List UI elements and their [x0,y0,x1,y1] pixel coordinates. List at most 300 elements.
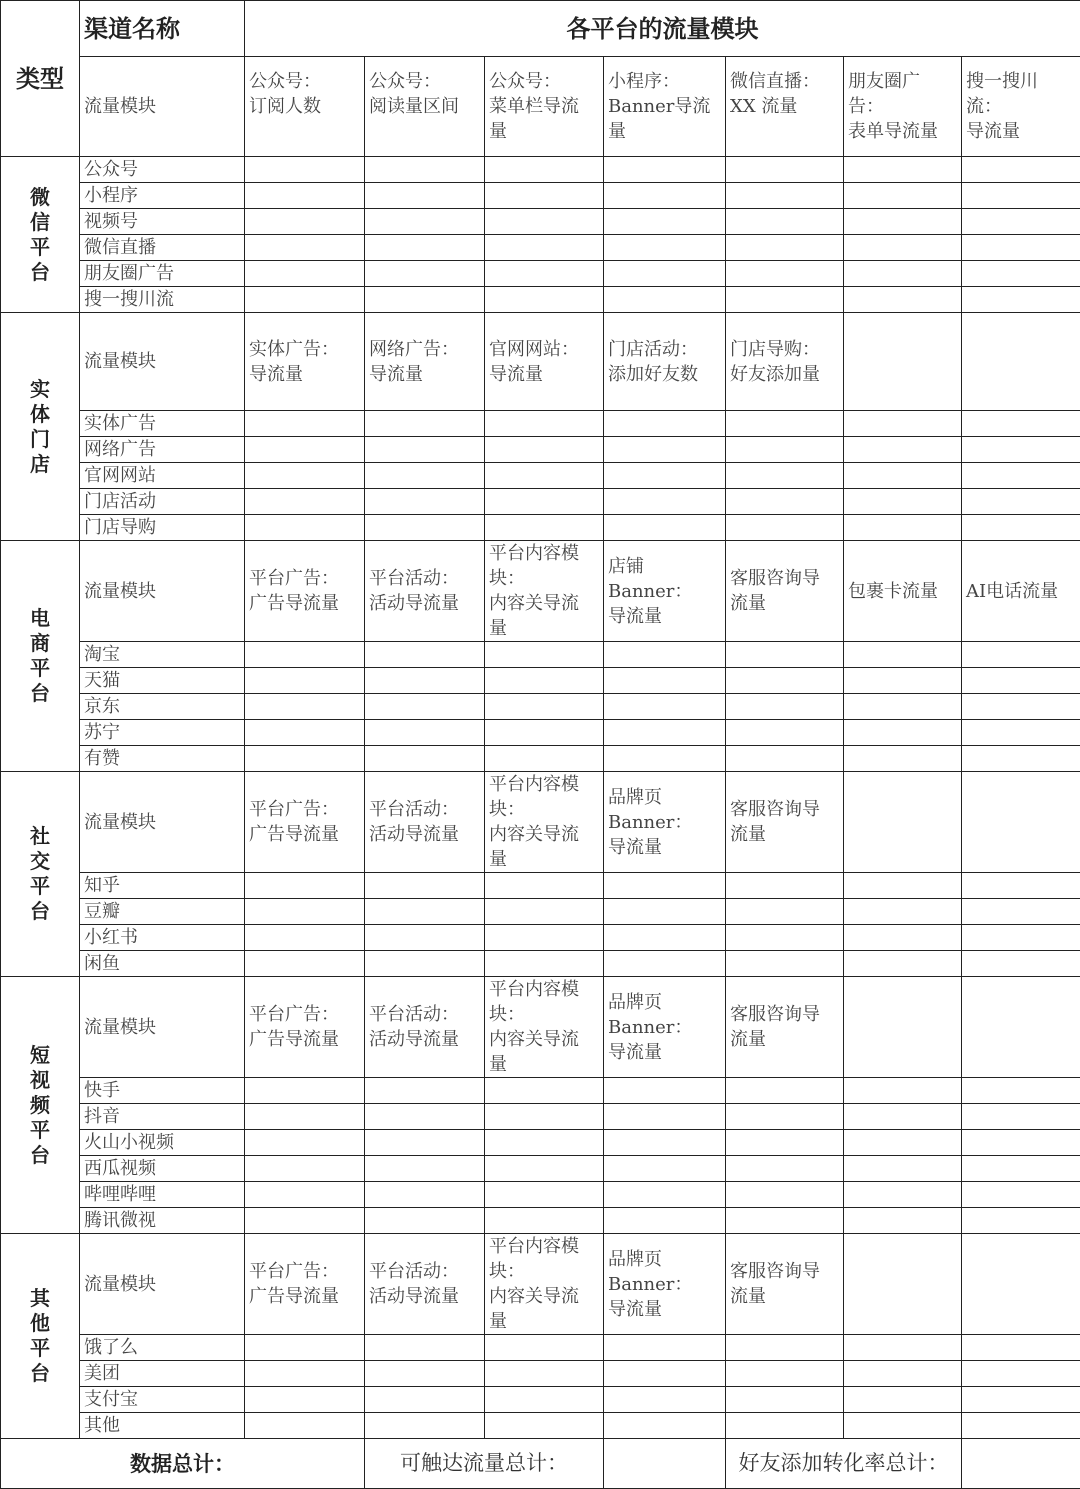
data-entry-cell[interactable] [962,1208,1080,1234]
data-entry-cell[interactable] [604,1078,726,1104]
data-entry-cell[interactable] [726,183,844,209]
data-entry-cell[interactable] [726,411,844,437]
data-total-label: 数据总计： [1,1439,365,1489]
channel-name-cell: 饿了么 [80,1335,245,1361]
channel-name-cell: 官网网站 [80,463,245,489]
data-entry-cell[interactable] [485,642,604,668]
channel-name-cell: 小程序 [80,183,245,209]
data-entry-cell[interactable] [726,899,844,925]
data-entry-cell[interactable] [245,746,365,772]
channel-name-cell: 支付宝 [80,1387,245,1413]
data-entry-cell[interactable] [485,668,604,694]
data-entry-cell[interactable] [485,411,604,437]
data-entry-cell[interactable] [726,1361,844,1387]
data-entry-cell[interactable] [844,489,962,515]
module-cell [844,977,962,1078]
data-entry-cell[interactable] [962,925,1080,951]
data-entry-cell[interactable] [962,209,1080,235]
section-type-cell: 实 体 门 店 [1,313,80,541]
data-entry-cell[interactable] [485,489,604,515]
data-entry-cell[interactable] [604,1208,726,1234]
data-entry-cell[interactable] [245,873,365,899]
data-entry-cell[interactable] [365,183,485,209]
module-cell [844,772,962,873]
type-header: 类型 [1,1,80,157]
data-entry-cell[interactable] [365,235,485,261]
data-entry-cell[interactable] [485,746,604,772]
data-entry-cell[interactable] [844,261,962,287]
data-entry-cell[interactable] [844,1182,962,1208]
module-cell [844,1234,962,1335]
data-entry-cell[interactable] [365,463,485,489]
channel-name-cell: 豆瓣 [80,899,245,925]
module-row-label: 流量模块 [80,57,245,157]
module-cell: 品牌页 Banner： 导流量 [604,772,726,873]
data-entry-cell[interactable] [485,209,604,235]
data-entry-cell[interactable] [604,642,726,668]
data-entry-cell[interactable] [245,183,365,209]
data-entry-cell[interactable] [245,261,365,287]
data-entry-cell[interactable] [365,694,485,720]
data-entry-cell[interactable] [962,1130,1080,1156]
section-type-cell: 电 商 平 台 [1,541,80,772]
data-entry-cell[interactable] [365,668,485,694]
data-entry-cell[interactable] [844,668,962,694]
section-type-cell: 微 信 平 台 [1,157,80,313]
data-entry-cell[interactable] [604,411,726,437]
module-cell: 平台内容模 块： 内容关导流 量 [485,541,604,642]
data-entry-cell[interactable] [844,1335,962,1361]
module-cell: 平台广告： 广告导流量 [245,977,365,1078]
data-entry-cell[interactable] [604,1413,726,1439]
module-header-cell: 公众号： 阅读量区间 [365,57,485,157]
data-entry-cell[interactable] [844,1413,962,1439]
data-entry-cell[interactable] [962,515,1080,541]
channel-name-cell: 视频号 [80,209,245,235]
channel-name-cell: 天猫 [80,668,245,694]
data-entry-cell[interactable] [604,1104,726,1130]
data-entry-cell[interactable] [726,515,844,541]
data-entry-cell[interactable] [726,157,844,183]
data-entry-cell[interactable] [245,1387,365,1413]
module-cell: 平台活动： 活动导流量 [365,977,485,1078]
data-entry-cell[interactable] [245,1413,365,1439]
channel-name-cell: 微信直播 [80,235,245,261]
module-cell: 客服咨询导 流量 [726,772,844,873]
data-entry-cell[interactable] [962,287,1080,313]
data-entry-cell[interactable] [962,1156,1080,1182]
data-entry-cell[interactable] [726,720,844,746]
data-entry-cell[interactable] [604,515,726,541]
data-entry-cell[interactable] [844,1156,962,1182]
data-entry-cell[interactable] [365,1182,485,1208]
data-entry-cell[interactable] [844,1208,962,1234]
data-entry-cell[interactable] [485,1335,604,1361]
channel-name-cell: 西瓜视频 [80,1156,245,1182]
module-cell: 客服咨询导 流量 [726,541,844,642]
data-entry-cell[interactable] [844,951,962,977]
reach-total-label: 可触达流量总计： [365,1439,604,1489]
section-type-cell: 其 他 平 台 [1,1234,80,1439]
data-entry-cell[interactable] [245,463,365,489]
data-entry-cell[interactable] [726,668,844,694]
data-entry-cell[interactable] [726,463,844,489]
data-entry-cell[interactable] [604,873,726,899]
data-entry-cell[interactable] [604,1335,726,1361]
data-entry-cell[interactable] [245,411,365,437]
data-entry-cell[interactable] [365,642,485,668]
data-entry-cell[interactable] [844,463,962,489]
data-entry-cell[interactable] [726,873,844,899]
data-entry-cell[interactable] [604,463,726,489]
data-entry-cell[interactable] [962,694,1080,720]
module-cell: 客服咨询导 流量 [726,977,844,1078]
channel-name-cell: 闲鱼 [80,951,245,977]
data-entry-cell[interactable] [844,515,962,541]
channel-name-cell: 朋友圈广告 [80,261,245,287]
data-entry-cell[interactable] [604,287,726,313]
data-entry-cell[interactable] [962,873,1080,899]
data-entry-cell[interactable] [245,1361,365,1387]
data-entry-cell[interactable] [844,720,962,746]
module-header-cell: 朋友圈广 告： 表单导流量 [844,57,962,157]
channel-name-cell: 有赞 [80,746,245,772]
channel-name-cell: 门店导购 [80,515,245,541]
data-entry-cell[interactable] [485,873,604,899]
data-entry-cell[interactable] [604,209,726,235]
data-entry-cell[interactable] [365,411,485,437]
module-cell: 客服咨询导 流量 [726,1234,844,1335]
data-entry-cell[interactable] [485,261,604,287]
data-entry-cell[interactable] [365,287,485,313]
data-entry-cell[interactable] [844,183,962,209]
module-cell: 平台内容模 块： 内容关导流 量 [485,772,604,873]
data-entry-cell[interactable] [245,1335,365,1361]
data-entry-cell[interactable] [844,235,962,261]
data-entry-cell[interactable] [962,463,1080,489]
module-cell [962,977,1080,1078]
module-header-cell: 小程序： Banner导流 量 [604,57,726,157]
data-entry-cell[interactable] [604,1361,726,1387]
data-entry-cell[interactable] [604,437,726,463]
data-entry-cell[interactable] [604,1387,726,1413]
data-entry-cell[interactable] [485,235,604,261]
data-entry-cell[interactable] [962,1104,1080,1130]
data-entry-cell[interactable] [365,925,485,951]
data-entry-cell[interactable] [726,1182,844,1208]
data-entry-cell[interactable] [604,951,726,977]
data-entry-cell[interactable] [245,720,365,746]
data-entry-cell[interactable] [726,1413,844,1439]
data-entry-cell[interactable] [245,642,365,668]
data-entry-cell[interactable] [844,925,962,951]
channel-name-cell: 火山小视频 [80,1130,245,1156]
data-entry-cell[interactable] [365,489,485,515]
data-entry-cell[interactable] [604,925,726,951]
data-entry-cell[interactable] [962,235,1080,261]
data-entry-cell[interactable] [844,437,962,463]
module-cell: 网络广告： 导流量 [365,313,485,411]
module-cell: 官网网站： 导流量 [485,313,604,411]
data-entry-cell[interactable] [962,951,1080,977]
data-entry-cell[interactable] [604,157,726,183]
data-entry-cell[interactable] [365,209,485,235]
data-entry-cell[interactable] [485,287,604,313]
reach-total-value[interactable] [604,1439,726,1489]
data-entry-cell[interactable] [365,1104,485,1130]
platform-modules-title: 各平台的流量模块 [245,1,1080,57]
data-entry-cell[interactable] [962,489,1080,515]
data-entry-cell[interactable] [726,437,844,463]
data-entry-cell[interactable] [365,720,485,746]
data-entry-cell[interactable] [962,720,1080,746]
friend-rate-total-label: 好友添加转化率总计： [726,1439,962,1489]
data-entry-cell[interactable] [962,1413,1080,1439]
data-entry-cell[interactable] [485,951,604,977]
data-entry-cell[interactable] [604,720,726,746]
channel-name-cell: 知乎 [80,873,245,899]
data-entry-cell[interactable] [726,1104,844,1130]
data-entry-cell[interactable] [962,411,1080,437]
data-entry-cell[interactable] [245,157,365,183]
module-row-label: 流量模块 [80,541,245,642]
module-cell: 平台活动： 活动导流量 [365,772,485,873]
data-entry-cell[interactable] [844,1130,962,1156]
module-cell: 店铺 Banner： 导流量 [604,541,726,642]
data-entry-cell[interactable] [245,668,365,694]
module-cell: 平台广告： 广告导流量 [245,541,365,642]
data-entry-cell[interactable] [726,209,844,235]
channel-name-cell: 搜一搜川流 [80,287,245,313]
module-cell: 品牌页 Banner： 导流量 [604,1234,726,1335]
friend-rate-total-value[interactable] [962,1439,1080,1489]
channel-name-cell: 淘宝 [80,642,245,668]
data-entry-cell[interactable] [844,746,962,772]
data-entry-cell[interactable] [844,1078,962,1104]
data-entry-cell[interactable] [485,694,604,720]
data-entry-cell[interactable] [962,1387,1080,1413]
module-cell: 实体广告： 导流量 [245,313,365,411]
data-entry-cell[interactable] [962,1361,1080,1387]
module-header-cell: 公众号： 菜单栏导流 量 [485,57,604,157]
data-entry-cell[interactable] [726,642,844,668]
channel-name-cell: 小红书 [80,925,245,951]
module-cell [962,1234,1080,1335]
module-cell: 平台活动： 活动导流量 [365,1234,485,1335]
data-entry-cell[interactable] [844,694,962,720]
data-entry-cell[interactable] [962,668,1080,694]
data-entry-cell[interactable] [962,157,1080,183]
data-entry-cell[interactable] [245,209,365,235]
data-entry-cell[interactable] [365,1387,485,1413]
data-entry-cell[interactable] [604,1156,726,1182]
data-entry-cell[interactable] [365,951,485,977]
data-entry-cell[interactable] [962,746,1080,772]
data-entry-cell[interactable] [604,261,726,287]
data-entry-cell[interactable] [485,1156,604,1182]
module-header-cell: 微信直播： XX 流量 [726,57,844,157]
channel-name-cell: 实体广告 [80,411,245,437]
module-cell: 平台广告： 广告导流量 [245,772,365,873]
channel-name-cell: 腾讯微视 [80,1208,245,1234]
data-entry-cell[interactable] [962,1078,1080,1104]
data-entry-cell[interactable] [365,437,485,463]
data-entry-cell[interactable] [485,899,604,925]
module-row-label: 流量模块 [80,1234,245,1335]
data-entry-cell[interactable] [726,1387,844,1413]
data-entry-cell[interactable] [485,1104,604,1130]
data-entry-cell[interactable] [726,261,844,287]
module-row-label: 流量模块 [80,977,245,1078]
data-entry-cell[interactable] [365,1208,485,1234]
data-entry-cell[interactable] [365,1361,485,1387]
module-cell: 平台广告： 广告导流量 [245,1234,365,1335]
data-entry-cell[interactable] [726,489,844,515]
module-header-cell: 搜一搜川 流： 导流量 [962,57,1080,157]
data-entry-cell[interactable] [604,746,726,772]
data-entry-cell[interactable] [726,1078,844,1104]
data-entry-cell[interactable] [844,899,962,925]
data-entry-cell[interactable] [485,1130,604,1156]
channel-name-cell: 苏宁 [80,720,245,746]
data-entry-cell[interactable] [604,1130,726,1156]
data-entry-cell[interactable] [245,1130,365,1156]
data-entry-cell[interactable] [962,1335,1080,1361]
data-entry-cell[interactable] [844,411,962,437]
data-entry-cell[interactable] [485,1413,604,1439]
data-entry-cell[interactable] [245,1104,365,1130]
data-entry-cell[interactable] [245,235,365,261]
channel-name-cell: 抖音 [80,1104,245,1130]
data-entry-cell[interactable] [726,287,844,313]
data-entry-cell[interactable] [604,489,726,515]
data-entry-cell[interactable] [485,183,604,209]
data-entry-cell[interactable] [485,925,604,951]
data-entry-cell[interactable] [962,642,1080,668]
data-entry-cell[interactable] [604,668,726,694]
data-entry-cell[interactable] [365,899,485,925]
data-entry-cell[interactable] [365,746,485,772]
channel-name-cell: 京东 [80,694,245,720]
module-cell: 门店活动： 添加好友数 [604,313,726,411]
data-entry-cell[interactable] [485,1387,604,1413]
module-cell: 包裹卡流量 [844,541,962,642]
data-entry-cell[interactable] [245,899,365,925]
data-entry-cell[interactable] [485,157,604,183]
data-entry-cell[interactable] [604,183,726,209]
data-entry-cell[interactable] [245,515,365,541]
channel-name-cell: 美团 [80,1361,245,1387]
channel-name-cell: 快手 [80,1078,245,1104]
data-entry-cell[interactable] [365,1130,485,1156]
data-entry-cell[interactable] [726,1208,844,1234]
data-entry-cell[interactable] [844,1104,962,1130]
data-entry-cell[interactable] [485,437,604,463]
module-cell: 平台活动： 活动导流量 [365,541,485,642]
data-entry-cell[interactable] [245,489,365,515]
data-entry-cell[interactable] [365,515,485,541]
module-cell: AI电话流量 [962,541,1080,642]
data-entry-cell[interactable] [365,1413,485,1439]
module-cell [962,313,1080,411]
module-cell [844,313,962,411]
data-entry-cell[interactable] [245,1156,365,1182]
data-entry-cell[interactable] [365,1156,485,1182]
section-type-cell: 短 视 频 平 台 [1,977,80,1234]
module-row-label: 流量模块 [80,772,245,873]
module-header-cell: 公众号： 订阅人数 [245,57,365,157]
data-entry-cell[interactable] [365,873,485,899]
channel-name-cell: 公众号 [80,157,245,183]
module-cell: 平台内容模 块： 内容关导流 量 [485,977,604,1078]
data-entry-cell[interactable] [962,899,1080,925]
data-entry-cell[interactable] [726,235,844,261]
data-entry-cell[interactable] [245,925,365,951]
data-entry-cell[interactable] [844,209,962,235]
data-entry-cell[interactable] [245,287,365,313]
data-entry-cell[interactable] [726,951,844,977]
module-cell: 平台内容模 块： 内容关导流 量 [485,1234,604,1335]
data-entry-cell[interactable] [245,1078,365,1104]
data-entry-cell[interactable] [962,437,1080,463]
data-entry-cell[interactable] [844,1387,962,1413]
data-entry-cell[interactable] [962,1182,1080,1208]
data-entry-cell[interactable] [962,261,1080,287]
data-entry-cell[interactable] [726,1130,844,1156]
module-cell: 品牌页 Banner： 导流量 [604,977,726,1078]
channel-name-cell: 网络广告 [80,437,245,463]
data-entry-cell[interactable] [485,1182,604,1208]
data-entry-cell[interactable] [245,437,365,463]
data-entry-cell[interactable] [604,899,726,925]
module-cell [962,772,1080,873]
data-entry-cell[interactable] [604,694,726,720]
data-entry-cell[interactable] [485,1208,604,1234]
data-entry-cell[interactable] [365,1335,485,1361]
data-entry-cell[interactable] [844,287,962,313]
data-entry-cell[interactable] [365,261,485,287]
module-cell: 门店导购： 好友添加量 [726,313,844,411]
data-entry-cell[interactable] [245,1182,365,1208]
data-entry-cell[interactable] [726,746,844,772]
data-entry-cell[interactable] [365,157,485,183]
channel-name-cell: 哔哩哔哩 [80,1182,245,1208]
data-entry-cell[interactable] [485,720,604,746]
module-row-label: 流量模块 [80,313,245,411]
data-entry-cell[interactable] [726,1335,844,1361]
data-entry-cell[interactable] [485,1361,604,1387]
data-entry-cell[interactable] [485,1078,604,1104]
data-entry-cell[interactable] [844,157,962,183]
data-entry-cell[interactable] [245,694,365,720]
data-entry-cell[interactable] [604,235,726,261]
channel-name-header: 渠道名称 [80,1,245,57]
data-entry-cell[interactable] [365,1078,485,1104]
data-entry-cell[interactable] [485,463,604,489]
channel-name-cell: 门店活动 [80,489,245,515]
data-entry-cell[interactable] [726,1156,844,1182]
data-entry-cell[interactable] [726,694,844,720]
data-entry-cell[interactable] [485,515,604,541]
data-entry-cell[interactable] [245,951,365,977]
data-entry-cell[interactable] [726,925,844,951]
data-entry-cell[interactable] [844,1361,962,1387]
data-entry-cell[interactable] [962,183,1080,209]
data-entry-cell[interactable] [245,1208,365,1234]
data-entry-cell[interactable] [604,1182,726,1208]
data-entry-cell[interactable] [844,873,962,899]
data-entry-cell[interactable] [844,642,962,668]
